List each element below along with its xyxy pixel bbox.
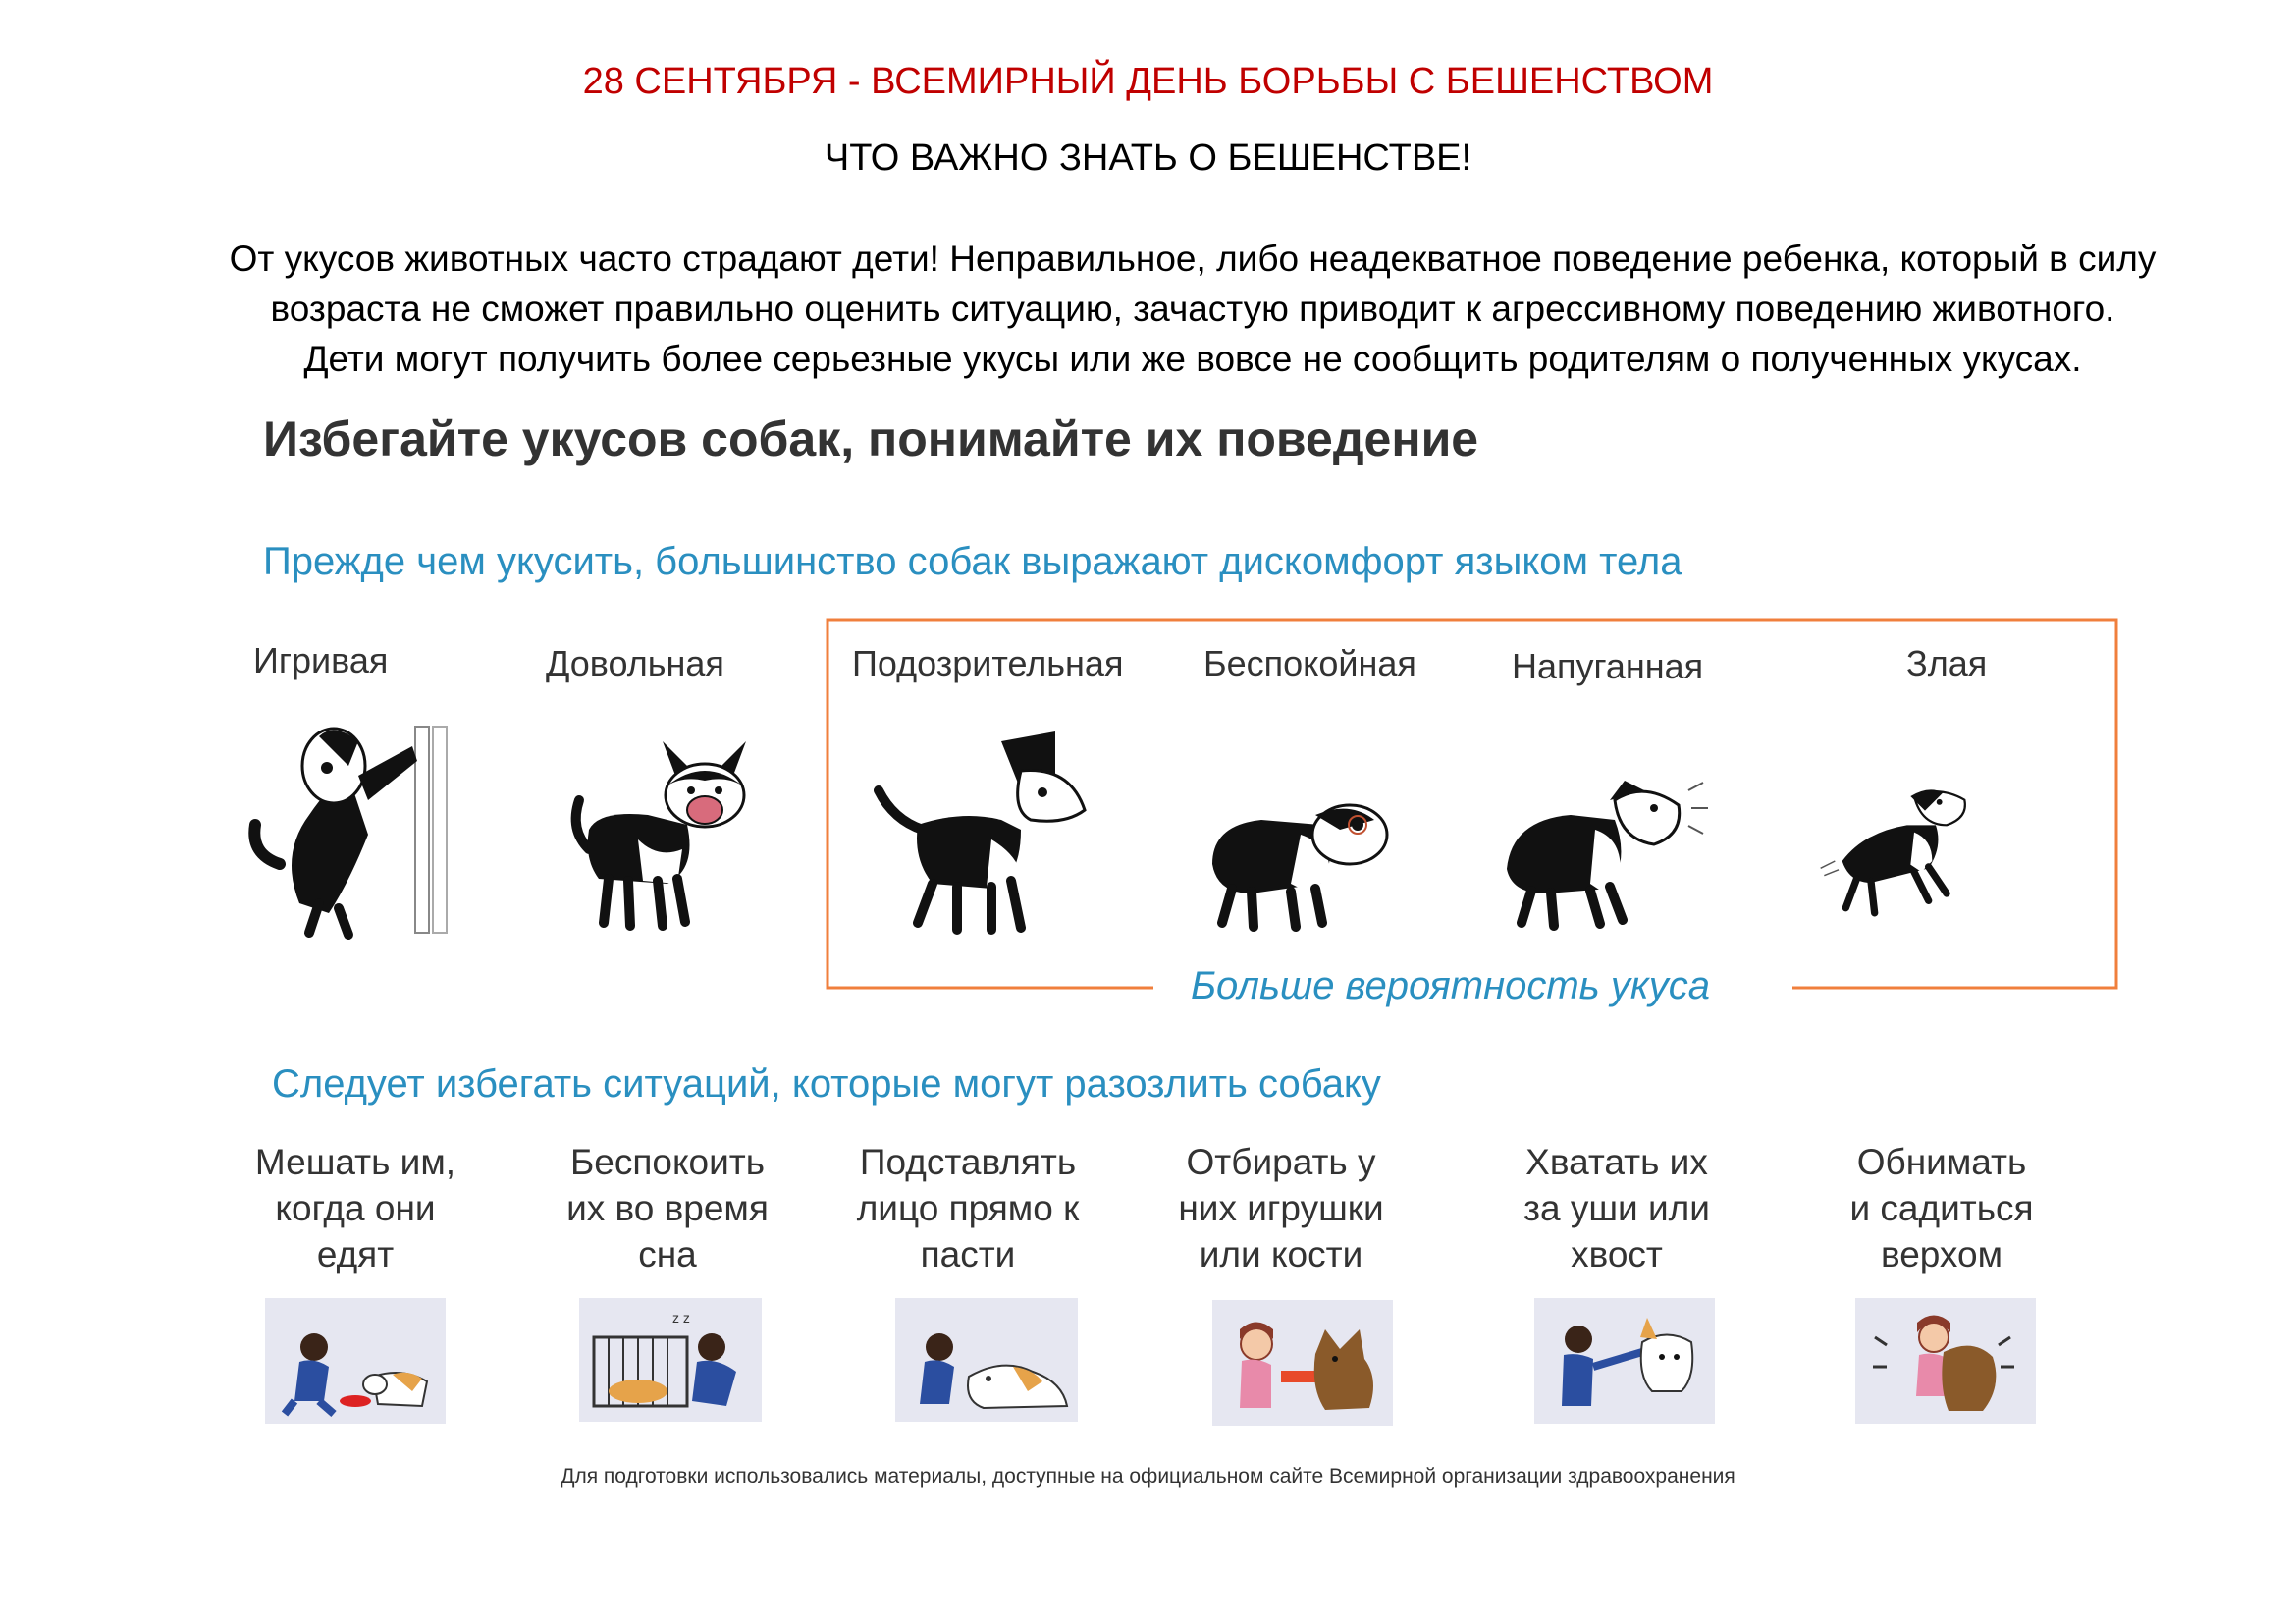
anxious-dog-illustration: [1193, 727, 1409, 962]
situation-line: их во время: [566, 1188, 769, 1228]
situation-line: лицо прямо к: [856, 1188, 1080, 1228]
situation-taking-toys: [1163, 1139, 1399, 1277]
situation-line: сна: [638, 1234, 697, 1274]
suspicious-dog-illustration: [874, 712, 1090, 947]
intro-paragraph: [147, 234, 2238, 384]
playful-dog-illustration: [240, 707, 456, 943]
sleeping-situation-illustration: [579, 1298, 762, 1422]
situation-line: Обнимать: [1856, 1142, 2027, 1182]
intro-line: возраста не сможет правильно оценить ситуацию, зачастую приводит к агрессивному поведению животного.: [270, 289, 2115, 329]
mood-label-happy: Довольная: [546, 643, 724, 683]
intro-line: От укусов животных часто страдают дети! Неправильное, либо неадекватное поведение ребенка, который в силу: [229, 239, 2157, 279]
poster-heading: Избегайте укусов собак, понимайте их поведение: [263, 411, 1479, 466]
situation-sleeping: [550, 1139, 785, 1277]
situation-line: Хватать их: [1525, 1142, 1708, 1182]
mood-label-suspicious: Подозрительная: [852, 643, 1124, 683]
situation-line: когда они: [275, 1188, 436, 1228]
eating-situation-illustration: [265, 1298, 446, 1424]
situation-face-close: [850, 1139, 1086, 1277]
scared-dog-illustration: [1497, 722, 1713, 957]
page-title: 28 СЕНТЯБРЯ - ВСЕМИРНЫЙ ДЕНЬ БОРЬБЫ С БЕШЕНСТВОМ: [582, 61, 1714, 102]
mood-label-angry: Злая: [1906, 643, 1988, 683]
situation-line: едят: [316, 1234, 395, 1274]
happy-dog-illustration: [560, 712, 775, 947]
situation-hugging: [1824, 1139, 2059, 1277]
situation-line: и садиться: [1849, 1188, 2034, 1228]
mood-label-scared: Напуганная: [1512, 646, 1704, 686]
situation-line: или кости: [1199, 1234, 1363, 1274]
page-subtitle: ЧТО ВАЖНО ЗНАТЬ О БЕШЕНСТВЕ!: [824, 137, 1472, 179]
situation-grabbing-ears: [1499, 1139, 1735, 1277]
angry-dog-illustration: [1806, 722, 2022, 957]
source-note: Для подготовки использовались материалы, доступные на официальном сайте Всемирной организации здравоохранения: [561, 1465, 1735, 1488]
bite-probability-caption: Больше вероятность укуса: [1191, 964, 1710, 1007]
situation-line: хвост: [1571, 1234, 1663, 1274]
intro-line: Дети могут получить более серьезные укусы или же вовсе не сообщить родителям о полученных укусах.: [303, 339, 2082, 379]
situation-line: Отбирать у: [1186, 1142, 1376, 1182]
situation-eating: [238, 1139, 473, 1277]
situation-line: них игрушки: [1178, 1188, 1384, 1228]
situation-line: Мешать им,: [254, 1142, 456, 1182]
svg-text:z z: z z: [672, 1310, 690, 1326]
situation-line: Подставлять: [859, 1142, 1077, 1182]
body-language-heading: Прежде чем укусить, большинство собак выражают дискомфорт языком тела: [263, 540, 1682, 583]
situation-line: Беспокоить: [569, 1142, 766, 1182]
situation-line: пасти: [920, 1234, 1016, 1274]
mood-label-playful: Игривая: [253, 640, 389, 680]
mood-label-anxious: Беспокойная: [1203, 643, 1416, 683]
face-close-situation-illustration: [895, 1298, 1078, 1422]
avoid-situations-heading: Следует избегать ситуаций, которые могут разозлить собаку: [272, 1062, 1381, 1106]
situation-line: за уши или: [1523, 1188, 1710, 1228]
situation-line: верхом: [1880, 1234, 2003, 1274]
hugging-situation-illustration: [1855, 1298, 2036, 1424]
taking-toys-situation-illustration: [1212, 1300, 1393, 1426]
grabbing-ears-situation-illustration: [1534, 1298, 1715, 1424]
